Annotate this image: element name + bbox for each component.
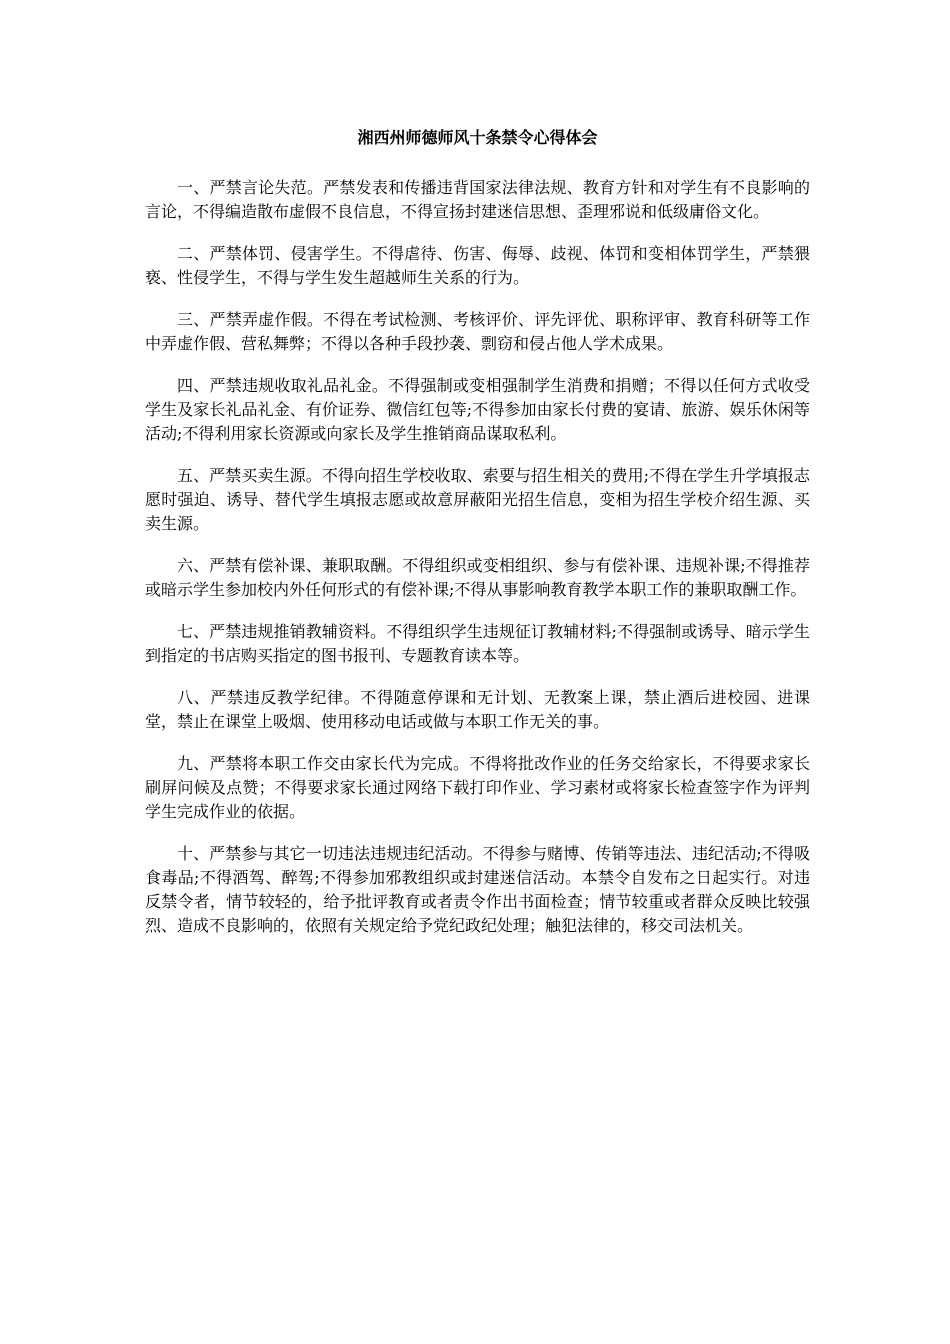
paragraph-rule-4: 四、严禁违规收取礼品礼金。不得强制或变相强制学生消费和捐赠；不得以任何方式收受学生及家长礼品礼金、有价证券、微信红包等;不得参加由家长付费的宴请、旅游、娱乐休闲等活动;不得利用家长资源或向家长及学生推销商品谋取私利。 <box>145 376 810 443</box>
paragraph-rule-9: 九、严禁将本职工作交由家长代为完成。不得将批改作业的任务交给家长，不得要求家长刷屏问候及点赞；不得要求家长通过网络下载打印作业、学习素材或将家长检查签字作为评判学生完成作业的依据。 <box>145 754 810 821</box>
paragraph-rule-7: 七、严禁违规推销教辅资料。不得组织学生违规征订教辅材料;不得强制或诱导、暗示学生到指定的书店购买指定的图书报刊、专题教育读本等。 <box>145 622 810 665</box>
paragraph-rule-5: 五、严禁买卖生源。不得向招生学校收取、索要与招生相关的费用;不得在学生升学填报志愿时强迫、诱导、替代学生填报志愿或故意屏蔽阳光招生信息，变相为招生学校介绍生源、买卖生源。 <box>145 466 810 533</box>
document-title: 湘西州师德师风十条禁令心得体会 <box>357 128 598 147</box>
paragraph-rule-3: 三、严禁弄虚作假。不得在考试检测、考核评价、评先评优、职称评审、教育科研等工作中弄虚作假、营私舞弊；不得以各种手段抄袭、剽窃和侵占他人学术成果。 <box>145 310 810 353</box>
paragraph-rule-1: 一、严禁言论失范。严禁发表和传播违背国家法律法规、教育方针和对学生有不良影响的言论，不得编造散布虚假不良信息，不得宣扬封建迷信思想、歪理邪说和低级庸俗文化。 <box>145 178 810 221</box>
paragraph-rule-6: 六、严禁有偿补课、兼职取酬。不得组织或变相组织、参与有偿补课、违规补课;不得推荐或暗示学生参加校内外任何形式的有偿补课;不得从事影响教育教学本职工作的兼职取酬工作。 <box>145 556 810 599</box>
paragraph-rule-2: 二、严禁体罚、侵害学生。不得虐待、伤害、侮辱、歧视、体罚和变相体罚学生，严禁猥亵、性侵学生，不得与学生发生超越师生关系的行为。 <box>145 244 810 287</box>
document-body <box>145 120 810 956</box>
paragraph-rule-8: 八、严禁违反教学纪律。不得随意停课和无计划、无教案上课，禁止酒后进校园、进课堂，禁止在课堂上吸烟、使用移动电话或做与本职工作无关的事。 <box>145 688 810 731</box>
paragraph-rule-10: 十、严禁参与其它一切违法违规违纪活动。不得参与赌博、传销等违法、违纪活动;不得吸食毒品;不得酒驾、醉驾;不得参加邪教组织或封建迷信活动。本禁令自发布之日起实行。对违反禁令者，情节较轻的，给予批评教育或者责令作出书面检查；情节较重或者群众反映比较强烈、造成不良影响的，依照有关规定给予党纪政纪处理；触犯法律的，移交司法机关。 <box>145 844 810 935</box>
